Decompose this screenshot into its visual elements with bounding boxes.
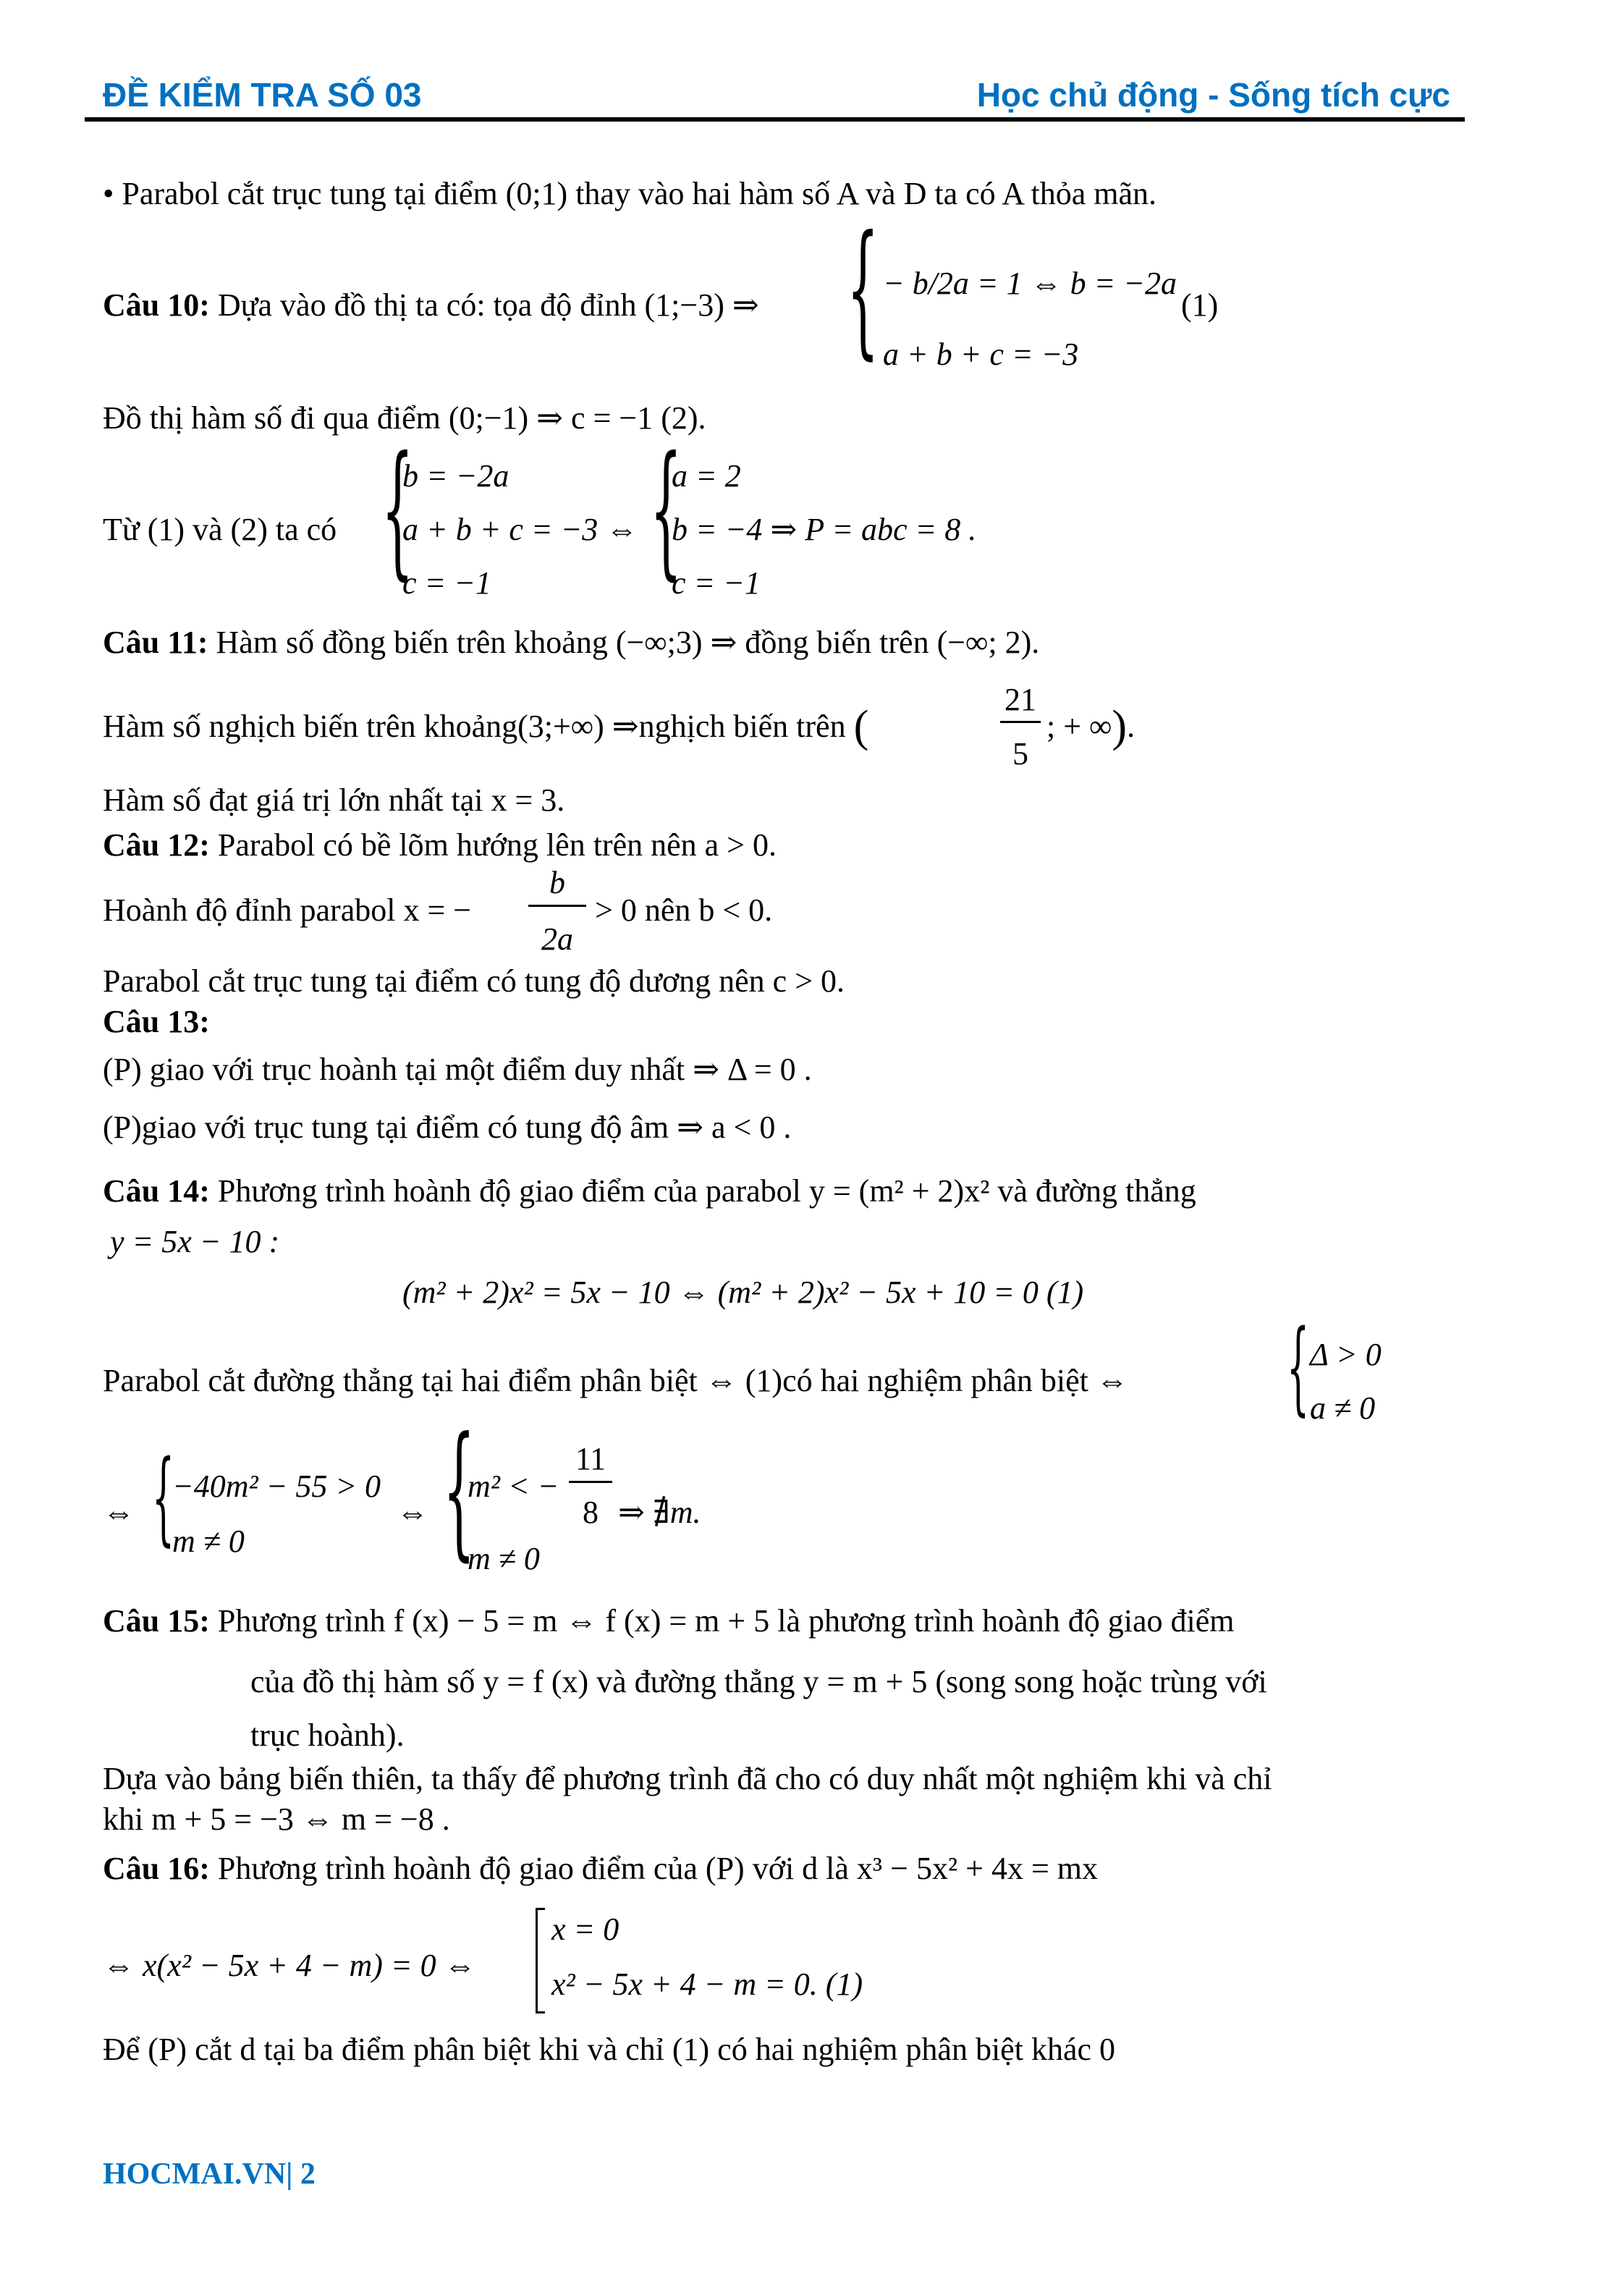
cau10-point-line: Đồ thị hàm số đi qua điểm (0;−1) ⇒ c = −1 (2). bbox=[103, 400, 706, 436]
cau11-label: Câu 11: bbox=[103, 625, 208, 660]
cau12-frac-bar bbox=[528, 905, 586, 907]
intro-line: • Parabol cắt trục tung tại điểm (0;1) thay vào hai hàm số A và D ta có A thỏa mãn. bbox=[103, 176, 1157, 211]
cau11-c-line: Hàm số đạt giá trị lớn nhất tại x = 3. bbox=[103, 782, 565, 818]
cau11-text: Hàm số đồng biến trên khoảng (−∞;3) ⇒ đồng biến trên (−∞; 2). bbox=[216, 625, 1040, 660]
tu-brace-1: { bbox=[381, 426, 414, 594]
tu-brace-2: { bbox=[650, 426, 682, 594]
cau12-line bbox=[103, 829, 777, 861]
cau14-frac-den: 8 bbox=[583, 1495, 599, 1530]
cau10-ref: (1) bbox=[1181, 287, 1219, 323]
cau14-brace-1: { bbox=[1287, 1309, 1310, 1427]
cau12-label: Câu 12: bbox=[103, 827, 210, 863]
cau14-frac-bar bbox=[569, 1481, 612, 1483]
cau16-b-pre: ⇔ x(x² − 5x + 4 − m) = 0 ⇔ bbox=[103, 1948, 476, 1983]
cau14-frac-num: 11 bbox=[575, 1441, 606, 1476]
cau12-text: Parabol có bề lõm hướng lên trên nên a > 0. bbox=[217, 827, 777, 863]
cau12-c-line: Parabol cắt trục tung tại điểm có tung độ dương nên c > 0. bbox=[103, 963, 845, 999]
cau15-d: Dựa vào bảng biến thiên, ta thấy để phương trình đã cho có duy nhất một nghiệm khi và chỉ bbox=[103, 1761, 1272, 1796]
cau15-b: của đồ thị hàm số y = f (x) và đường thẳng y = m + 5 (song song hoặc trùng với bbox=[250, 1664, 1267, 1699]
tu-s1b: a + b + c = −3 ⇔ bbox=[402, 512, 638, 547]
cau14-e-mid: ⇔ bbox=[397, 1495, 428, 1530]
cau14-e-t1b: ⇒ ∄m. bbox=[618, 1495, 701, 1530]
cau16-text: Phương trình hoành độ giao điểm của (P) với d là x³ − 5x² + 4x = mx bbox=[217, 1851, 1098, 1886]
header-title: ĐỀ KIỂM TRA SỐ 03 bbox=[103, 76, 422, 114]
cau10-sys2: a + b + c = −3 bbox=[883, 337, 1079, 372]
cau14-line-eq: y = 5x − 10 : bbox=[110, 1224, 280, 1259]
cau11-frac-num: 21 bbox=[1005, 682, 1036, 717]
cau14-e-t2: m ≠ 0 bbox=[468, 1541, 540, 1576]
tu-prefix: Từ (1) và (2) ta có bbox=[103, 512, 337, 547]
cau10-line bbox=[103, 287, 759, 323]
cau13-label: Câu 13: bbox=[103, 1004, 210, 1039]
cau14-brace-3: { bbox=[443, 1406, 475, 1575]
cau15-e: khi m + 5 = −3 ⇔ m = −8 . bbox=[103, 1801, 450, 1837]
cau12-b-pre: Hoành độ đỉnh parabol x = − bbox=[103, 892, 472, 928]
cau12-b-post: > 0 nên b < 0. bbox=[595, 892, 773, 928]
footer-page: HOCMAI.VN| 2 bbox=[103, 2158, 316, 2191]
cau16-b-s1: x = 0 bbox=[551, 1911, 619, 1947]
cau11-frac-den: 5 bbox=[1012, 736, 1028, 772]
paren-open: ( bbox=[853, 702, 869, 751]
cau11-b-pre: Hàm số nghịch biến trên khoảng(3;+∞) ⇒nghịch biến trên bbox=[103, 709, 846, 744]
cau15-label: Câu 15: bbox=[103, 1603, 210, 1639]
cau14-condition: Parabol cắt đường thẳng tại hai điểm phân biệt ⇔ (1)có hai nghiệm phân biệt ⇔ bbox=[103, 1363, 1128, 1398]
cau14-e-pre: ⇔ bbox=[103, 1495, 135, 1530]
tu-s1a: b = −2a bbox=[402, 458, 509, 494]
cau15-line bbox=[103, 1605, 1234, 1637]
cau11-line bbox=[103, 627, 1039, 659]
cau11-frac-bar bbox=[1000, 721, 1041, 723]
cau14-e-s2: m ≠ 0 bbox=[172, 1524, 245, 1559]
cau14-label: Câu 14: bbox=[103, 1173, 210, 1209]
cau10-sys1: − b/2a = 1 ⇔ b = −2a bbox=[883, 266, 1177, 301]
cau15-c: trục hoành). bbox=[250, 1717, 405, 1753]
cau16-c: Để (P) cắt d tại ba điểm phân biệt khi và chỉ (1) có hai nghiệm phân biệt khác 0 bbox=[103, 2032, 1115, 2067]
cau16-line bbox=[103, 1853, 1098, 1885]
cau11-b-post: ; + ∞). bbox=[1046, 702, 1135, 751]
cau14-d-s2: a ≠ 0 bbox=[1310, 1390, 1376, 1426]
tu-s2c: c = −1 bbox=[672, 565, 761, 601]
cau13-a: (P) giao với trục hoành tại một điểm duy nhất ⇒ Δ = 0 . bbox=[103, 1052, 812, 1087]
cau16-b-s2: x² − 5x + 4 − m = 0. (1) bbox=[551, 1966, 863, 2002]
cau14-equation: (m² + 2)x² = 5x − 10 ⇔ (m² + 2)x² − 5x + 10 = 0 (1) bbox=[402, 1275, 1084, 1310]
header-divider bbox=[85, 117, 1465, 122]
header-slogan: Học chủ động - Sống tích cực bbox=[976, 76, 1450, 114]
cau16-label: Câu 16: bbox=[103, 1851, 210, 1886]
cau15-a: Phương trình f (x) − 5 = m ⇔ f (x) = m + 5 là phương trình hoành độ giao điểm bbox=[217, 1603, 1235, 1639]
tu-s1c: c = −1 bbox=[402, 565, 491, 601]
cau14-text: Phương trình hoành độ giao điểm của parabol y = (m² + 2)x² và đường thẳng bbox=[217, 1173, 1196, 1209]
cau14-line bbox=[103, 1175, 1196, 1207]
cau16-bracket bbox=[536, 1908, 545, 2014]
cau14-e-s1: −40m² − 55 > 0 bbox=[172, 1469, 381, 1504]
cau10-text: Dựa vào đồ thị ta có: tọa độ đỉnh (1;−3) ⇒ bbox=[217, 287, 759, 323]
cau12-frac-num: b bbox=[549, 865, 565, 900]
cau13-b: (P)giao với trục tung tại điểm có tung độ âm ⇒ a < 0 . bbox=[103, 1110, 792, 1145]
cau10-brace: { bbox=[847, 205, 879, 373]
cau11-b-line bbox=[103, 702, 869, 751]
tu-s2a: a = 2 bbox=[672, 458, 741, 494]
tu-s2b: b = −4 ⇒ P = abc = 8 . bbox=[672, 512, 977, 547]
cau12-frac-den: 2a bbox=[541, 921, 573, 957]
cau10-label: Câu 10: bbox=[103, 287, 210, 323]
cau14-e-t1a: m² < − bbox=[468, 1469, 559, 1504]
cau14-brace-2: { bbox=[152, 1439, 175, 1557]
cau14-d-s1: Δ > 0 bbox=[1310, 1337, 1382, 1372]
